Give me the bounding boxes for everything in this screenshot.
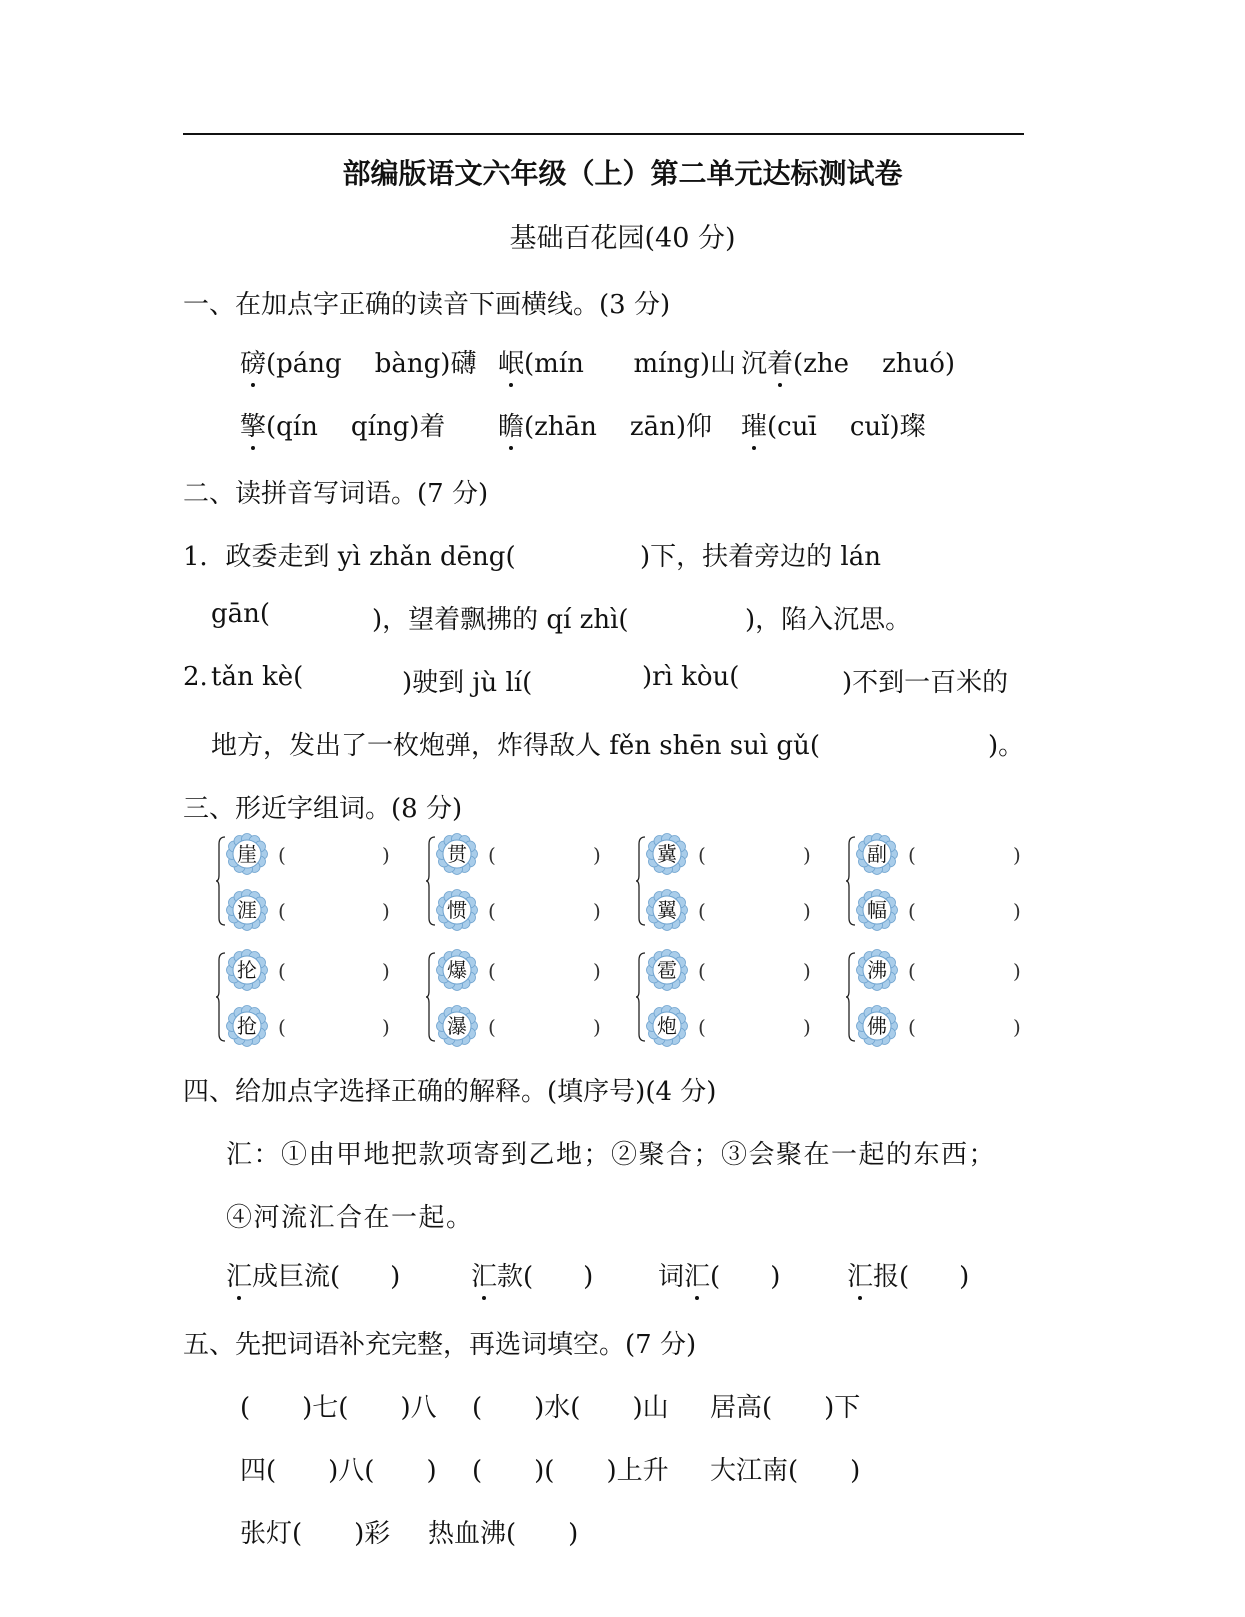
badge-char: 幅: [867, 898, 887, 922]
answer-blank-open: (: [488, 899, 496, 923]
dotted-char: 汇: [471, 1256, 497, 1293]
answer-blank-open: (: [488, 843, 496, 867]
flower-badge: [436, 833, 478, 875]
answer-blank-close: ): [1013, 843, 1021, 867]
badge-char: 贯: [447, 842, 467, 866]
q1-item-1: 磅(páng bàng)礴: [240, 343, 476, 380]
q1-item-2: 岷(mín míng)山: [498, 343, 736, 380]
flower-badge: [646, 1005, 688, 1047]
answer-blank-open: (: [698, 1015, 706, 1039]
q4-definition-1: 汇：①由甲地把款项寄到乙地；②聚合；③会聚在一起的东西；: [226, 1140, 997, 1170]
dotted-char: 磅: [240, 343, 266, 380]
q2-line-4a: 地方，发出了一枚炮弹，炸得敌人 fěn shēn suì gǔ(: [211, 731, 820, 761]
answer-blank-close: ): [382, 959, 390, 983]
flower-badge: [856, 833, 898, 875]
q5-idiom: ( )七( )八: [240, 1393, 437, 1423]
badge-char: 副: [867, 842, 887, 866]
badge-char: 惯: [447, 898, 467, 922]
answer-blank-close: ): [803, 959, 811, 983]
q2-line-3c: )驶到 jù lí(: [402, 668, 533, 698]
flower-badge: [436, 889, 478, 931]
answer-blank-open: (: [698, 959, 706, 983]
answer-blank-close: ): [1013, 959, 1021, 983]
badge-char: 翼: [657, 898, 677, 922]
q4-heading: 四、给加点字选择正确的解释。(填序号)(4 分): [183, 1077, 717, 1107]
q2-line-2c: )，陷入沉思。: [745, 605, 912, 635]
dotted-char: 岷: [498, 343, 524, 380]
answer-blank-close: ): [803, 899, 811, 923]
badge-char: 崖: [237, 842, 257, 866]
q5-idiom: 大江南( ): [710, 1456, 861, 1486]
dotted-char: 璀: [741, 406, 767, 443]
flower-badge: [226, 1005, 268, 1047]
badge-char: 佛: [867, 1014, 887, 1038]
answer-blank-close: ): [803, 1015, 811, 1039]
dotted-char: 擎: [240, 406, 266, 443]
badge-char: 爆: [447, 958, 467, 982]
group-brace: [846, 952, 856, 1042]
flower-badge: [646, 949, 688, 991]
answer-blank-open: (: [698, 843, 706, 867]
q1-item-4: 擎(qín qíng)着: [240, 406, 445, 443]
q2-heading: 二、读拼音写词语。(7 分): [183, 479, 489, 509]
section-subtitle: 基础百花园(40 分): [509, 223, 736, 254]
group-brace: [636, 836, 646, 926]
group-brace: [216, 836, 226, 926]
q2-line-4b: )。: [988, 731, 1025, 761]
q1-item-5: 瞻(zhān zān)仰: [498, 406, 712, 443]
answer-blank-close: ): [593, 843, 601, 867]
answer-blank-close: ): [593, 899, 601, 923]
badge-char: 抢: [237, 1014, 257, 1038]
answer-blank-open: (: [908, 959, 916, 983]
flower-badge: [856, 949, 898, 991]
q2-line-3e: )不到一百米的: [842, 668, 1009, 698]
q1-heading: 一、在加点字正确的读音下画横线。(3 分): [183, 290, 671, 320]
flower-badge: [436, 1005, 478, 1047]
dotted-char: 瞻: [498, 406, 524, 443]
q5-idiom: ( )水( )山: [472, 1393, 669, 1423]
q5-idiom: 热血沸( ): [428, 1519, 579, 1549]
badge-char: 雹: [657, 958, 677, 982]
answer-blank-open: (: [278, 959, 286, 983]
answer-blank-open: (: [278, 899, 286, 923]
q4-item-2: 汇款( ): [471, 1256, 593, 1293]
q2-line-1a: 1．政委走到 yì zhǎn dēng(: [183, 542, 516, 572]
q5-idiom: 张灯( )彩: [240, 1519, 391, 1549]
answer-blank-close: ): [1013, 1015, 1021, 1039]
answer-blank-open: (: [908, 899, 916, 923]
badge-char: 瀑: [447, 1014, 467, 1038]
badge-char: 涯: [237, 898, 257, 922]
group-brace: [426, 952, 436, 1042]
answer-blank-open: (: [908, 1015, 916, 1039]
badge-char: 沸: [867, 958, 887, 982]
dotted-char: 着: [767, 343, 793, 380]
badge-char: 抡: [237, 958, 257, 982]
dotted-char: 汇: [684, 1256, 710, 1293]
group-brace: [636, 952, 646, 1042]
q4-item-3: 词汇( ): [658, 1256, 780, 1293]
q5-idiom: 四( )八( ): [240, 1456, 437, 1486]
q5-idiom: ( )( )上升: [472, 1456, 669, 1486]
answer-blank-close: ): [382, 1015, 390, 1039]
flower-badge: [856, 889, 898, 931]
dotted-char: 汇: [847, 1256, 873, 1293]
q5-idiom: 居高( )下: [710, 1393, 861, 1423]
q4-item-4: 汇报( ): [847, 1256, 969, 1293]
flower-badge: [646, 833, 688, 875]
q3-heading: 三、形近字组词。(8 分): [183, 794, 463, 824]
q4-item-1: 汇成巨流( ): [226, 1256, 400, 1293]
answer-blank-close: ): [382, 843, 390, 867]
answer-blank-open: (: [698, 899, 706, 923]
top-rule: [183, 133, 1024, 135]
group-brace: [216, 952, 226, 1042]
answer-blank-open: (: [908, 843, 916, 867]
answer-blank-close: ): [593, 1015, 601, 1039]
q1-item-6: 璀(cuī cuǐ)璨: [741, 406, 926, 443]
flower-badge: [646, 889, 688, 931]
q2-line-3d: )rì kòu(: [642, 662, 740, 692]
q4-definition-2: ④河流汇合在一起。: [226, 1203, 474, 1233]
q1-item-3: 沉着(zhe zhuó): [741, 343, 955, 380]
q5-heading: 五、先把词语补充完整，再选词填空。(7 分): [183, 1330, 697, 1360]
answer-blank-open: (: [278, 1015, 286, 1039]
answer-blank-open: (: [278, 843, 286, 867]
flower-badge: [856, 1005, 898, 1047]
answer-blank-close: ): [803, 843, 811, 867]
flower-badge: [226, 889, 268, 931]
answer-blank-open: (: [488, 1015, 496, 1039]
dotted-char: 汇: [226, 1256, 252, 1293]
group-brace: [426, 836, 436, 926]
flower-badge: [436, 949, 478, 991]
q2-line-3b: tǎn kè(: [211, 662, 304, 692]
answer-blank-close: ): [1013, 899, 1021, 923]
q2-line-2a: gān(: [211, 599, 271, 629]
q2-line-1b: )下，扶着旁边的 lán: [640, 542, 881, 572]
answer-blank-close: ): [593, 959, 601, 983]
q2-line-3a: 2.: [183, 662, 208, 692]
answer-blank-close: ): [382, 899, 390, 923]
flower-badge: [226, 833, 268, 875]
group-brace: [846, 836, 856, 926]
flower-badge: [226, 949, 268, 991]
badge-char: 冀: [657, 842, 677, 866]
q2-line-2b: )，望着飘拂的 qí zhì(: [372, 605, 629, 635]
page-title: 部编版语文六年级（上）第二单元达标测试卷: [342, 157, 903, 190]
answer-blank-open: (: [488, 959, 496, 983]
badge-char: 炮: [657, 1014, 677, 1038]
